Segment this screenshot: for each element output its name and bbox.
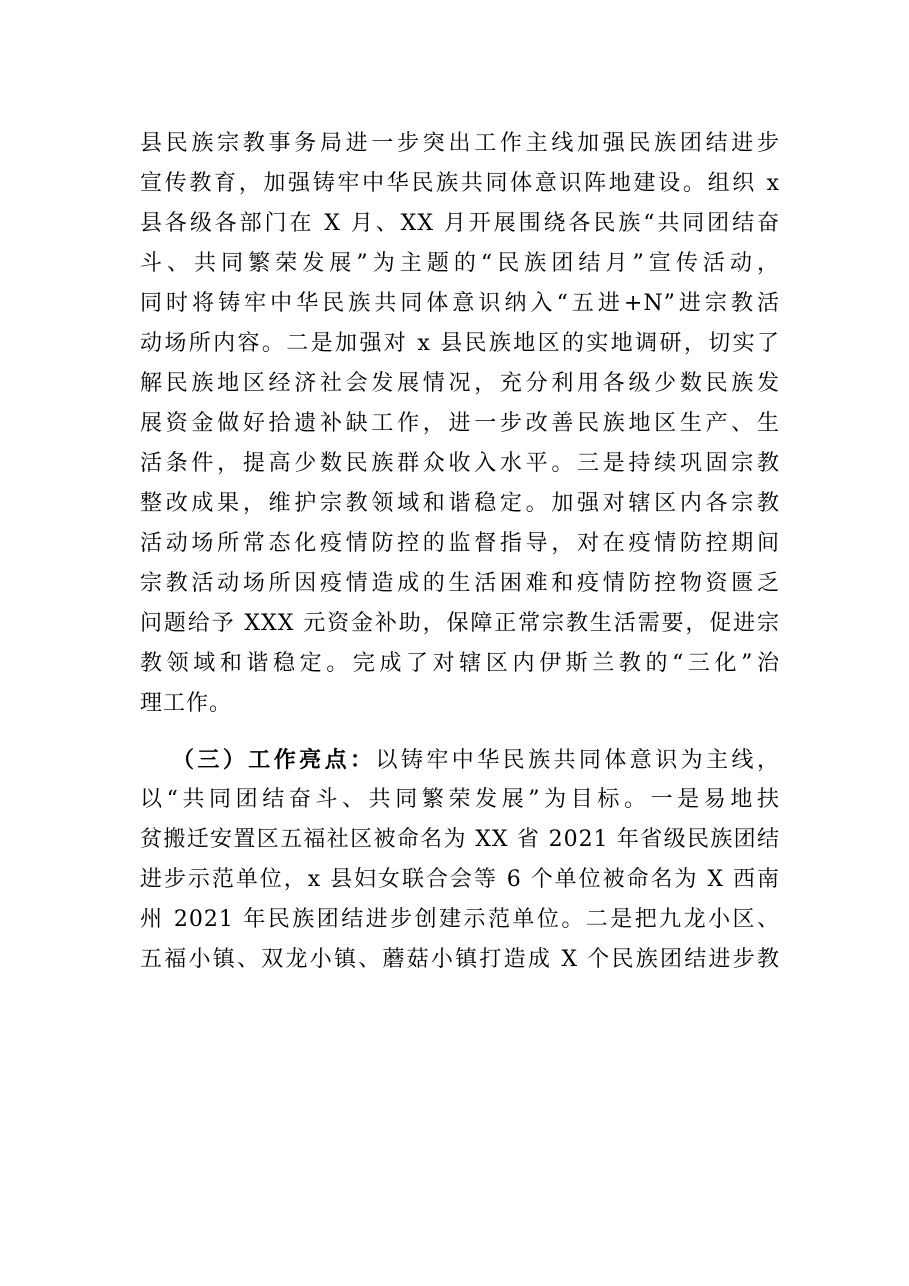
paragraph-first-line	[140, 740, 780, 780]
document-body	[140, 124, 780, 980]
paragraph-line: 活动场所常态化疫情防控的监督指导，对在疫情防控期间	[140, 531, 780, 556]
heading-line-text: 以铸牢中华民族共同体意识为主线，	[375, 748, 780, 773]
paragraph-line: 宗教活动场所因疫情造成的生活困难和疫情防控物资匮乏	[140, 571, 780, 596]
paragraph-line: 活条件，提高少数民族群众收入水平。三是持续巩固宗教	[140, 451, 780, 476]
paragraph-line: 解民族地区经济社会发展情况，充分利用各级少数民族发	[140, 371, 780, 396]
paragraph-line: 动场所内容。二是加强对 x 县民族地区的实地调研，切实了	[140, 331, 780, 356]
paragraph-line: 五福小镇、双龙小镇、蘑菇小镇打造成 X 个民族团结进步教	[140, 947, 780, 972]
paragraph-line: 县各级各部门在 X 月、XX 月开展围绕各民族“共同团结奋	[140, 211, 780, 236]
paragraph-work-highlights	[140, 740, 780, 980]
paragraph-line: 进步示范单位，x 县妇女联合会等 6 个单位被命名为 X 西南	[140, 867, 780, 892]
paragraph-line: 理工作。	[140, 691, 233, 716]
paragraph-line: 问题给予 XXX 元资金补助，保障正常宗教生活需要，促进宗	[140, 611, 780, 636]
section-heading: （三）工作亮点：	[172, 747, 376, 773]
paragraph-work-summary	[140, 124, 780, 724]
paragraph-line: 以“共同团结奋斗、共同繁荣发展”为目标。一是易地扶	[140, 787, 780, 812]
paragraph-line: 同时将铸牢中华民族共同体意识纳入“五进+N”进宗教活	[140, 291, 780, 316]
paragraph-line: 斗、共同繁荣发展”为主题的“民族团结月”宣传活动，	[140, 251, 780, 276]
paragraph-line: 县民族宗教事务局进一步突出工作主线加强民族团结进步	[140, 131, 780, 156]
paragraph-line: 贫搬迁安置区五福社区被命名为 XX 省 2021 年省级民族团结	[140, 827, 780, 852]
paragraph-line: 展资金做好拾遗补缺工作，进一步改善民族地区生产、生	[140, 411, 780, 436]
paragraph-line: 整改成果，维护宗教领域和谐稳定。加强对辖区内各宗教	[140, 491, 780, 516]
paragraph-line: 州 2021 年民族团结进步创建示范单位。二是把九龙小区、	[140, 907, 780, 932]
paragraph-line: 宣传教育，加强铸牢中华民族共同体意识阵地建设。组织 x	[140, 171, 780, 196]
paragraph-line: 教领域和谐稳定。完成了对辖区内伊斯兰教的“三化”治	[140, 651, 780, 676]
paragraph-spacing	[140, 724, 780, 740]
